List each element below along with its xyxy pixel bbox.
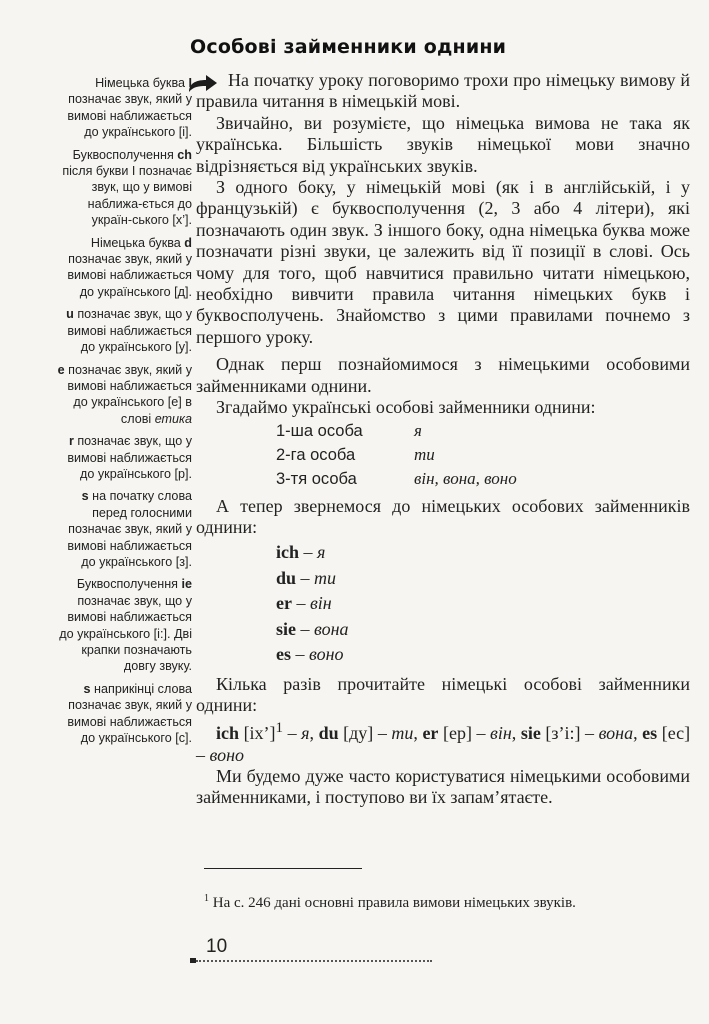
paragraph-closing: Ми будемо дуже часто користуватися німецькими особовими займенниками, і поступово ви їх запам’ятаєте. — [196, 765, 690, 808]
footnote-ref: 1 — [275, 719, 284, 736]
sidebar-note — [56, 147, 192, 229]
dash: – — [476, 722, 486, 743]
note-letter: u — [66, 307, 74, 322]
person-label: 1-ша особа — [276, 421, 363, 440]
german-word: ich — [276, 542, 300, 563]
note-text: після букви I позначає звук, що у вимові наближа-ється до україн-ського [х’]. — [62, 164, 192, 228]
german-pronoun-item — [276, 540, 690, 566]
dash: – — [296, 593, 306, 614]
pron-ich: ich — [216, 722, 240, 743]
pron-er-uk: він — [490, 722, 512, 743]
footnote-divider — [204, 868, 362, 869]
note-text: позначає звук, який у вимові наближається до українського [і]. — [67, 92, 192, 140]
main-text — [196, 70, 690, 808]
pron-es-uk: воно — [209, 744, 245, 765]
paragraph-pronunciation: Звичайно, ви розумієте, що німецька вимова не така як українська. Більшість звуків німецької мови значно відрізняється від українських звуків. — [196, 112, 690, 176]
comma: , — [633, 722, 638, 743]
pronoun-value: він, вона, воно — [414, 468, 517, 488]
note-prefix: Буквосполучення — [76, 577, 182, 592]
note-letter: ie — [181, 577, 192, 592]
ukrainian-translation: воно — [309, 644, 344, 665]
sidebar-note — [56, 681, 192, 747]
sidebar-note — [56, 576, 192, 674]
note-letter: r — [68, 434, 74, 449]
dash: – — [377, 722, 387, 743]
note-prefix: Німецька буква — [95, 76, 189, 90]
page-number: 10 — [206, 936, 228, 957]
note-text: позначає звук, який у вимові наближається до українського [е] в слові — [64, 362, 192, 426]
note-text: позначає звук, що у вимові наближається до українського [і:]. Дві крапки позначають довгу звуку. — [59, 593, 192, 674]
dash: – — [300, 618, 310, 639]
pron-du-transcription: [ду] — [343, 722, 374, 743]
pronunciation-line — [196, 717, 690, 766]
note-text: позначає звук, що у вимові наближається до українського [у]. — [67, 307, 192, 355]
footnote-mark: 1 — [204, 893, 209, 904]
pron-sie-transcription: [з’і:] — [545, 722, 581, 743]
page-footer-dotted-line — [196, 960, 432, 962]
note-letter: I — [188, 76, 192, 90]
german-word: du — [276, 567, 297, 588]
dash: – — [287, 722, 297, 743]
dash: – — [295, 644, 305, 665]
footnote-text: На с. 246 дані основні правила вимови німецьких звуків. — [212, 895, 576, 911]
pron-er-transcription: [ер] — [442, 722, 472, 743]
ukrainian-pronoun-row — [276, 445, 517, 469]
german-word: sie — [276, 618, 296, 639]
sidebar-note — [56, 488, 192, 570]
paragraph-ukrainian-intro: Згадаймо українські особові займенники однини: — [216, 397, 596, 418]
ukrainian-pronoun-table — [276, 421, 517, 493]
note-prefix: Німецька буква — [90, 235, 185, 250]
german-pronoun-item — [276, 566, 690, 592]
comma: , — [309, 722, 315, 743]
pron-es: es — [642, 722, 658, 743]
german-pronoun-item — [276, 617, 690, 643]
german-pronoun-item — [276, 642, 690, 668]
sidebar-note — [56, 433, 192, 482]
note-text: наприкінці слова позначає звук, який у вимові наближається до українського [с]. — [67, 681, 192, 746]
ukrainian-pronoun-row — [276, 469, 517, 493]
pron-es-transcription: [ес] — [661, 722, 691, 743]
german-word: er — [276, 593, 292, 614]
note-text: позначає звук, який у вимові наближається до українського [д]. — [67, 252, 192, 299]
ukrainian-pronoun-row — [276, 421, 517, 445]
pron-ich-transcription: [іх’] — [243, 722, 276, 743]
dash: – — [196, 744, 205, 765]
sidebar-note — [56, 75, 192, 141]
note-letter: d — [184, 235, 192, 250]
sidebar-note — [56, 235, 192, 301]
footnote — [204, 893, 704, 912]
dash: – — [585, 722, 595, 743]
paragraph-intro: На початку уроку поговоримо трохи про німецьку вимову й правила читання в німецькій мові. — [196, 70, 690, 112]
note-prefix: Буквосполучення — [72, 147, 178, 162]
pron-du-uk: ти — [391, 722, 414, 743]
pronoun-value: я — [414, 420, 422, 440]
paragraph-read-aloud: Кілька разів прочитайте німецькі особові займенники однини: — [196, 673, 690, 716]
note-letter: s — [83, 681, 91, 696]
german-pronoun-list — [276, 540, 690, 668]
ukrainian-translation: ти — [314, 567, 337, 588]
note-letter: ch — [177, 147, 192, 162]
pron-ich-uk: я — [301, 722, 310, 743]
comma: , — [413, 722, 418, 743]
dash: – — [300, 567, 310, 588]
pronoun-value: ти — [414, 444, 435, 464]
note-letter: e — [57, 362, 65, 377]
person-label: 3-тя особа — [276, 469, 357, 488]
sidebar-note — [56, 362, 192, 428]
pron-sie-uk: вона — [598, 722, 634, 743]
paragraph-letter-combinations: З одного боку, у німецькій мові (як і в англійській, і у французькій) є буквосполучення (2, 3 або 4 літери), які позначають один звук. З іншого боку, одна німецька буква може позначати різні звуки, це залежить від її позиції в слові. Ось чому для того, щоб навчитися правильно читати німецькою, необхідно вивчити правила читання німецьких букв і буквосполучень. Знайомство з цими правилами почнемо з першого уроку. — [196, 177, 690, 347]
paragraph-transition: Однак перш познайомимося з німецькими особовими займенниками однини. — [196, 354, 690, 396]
german-pronoun-item — [276, 591, 690, 617]
paragraph-german-intro: А тепер звернемося до німецьких особових займенників однини: — [196, 495, 690, 537]
ukrainian-translation: вона — [314, 618, 349, 639]
ukrainian-translation: він — [309, 593, 332, 614]
sidebar-notes — [56, 75, 192, 752]
page-title: Особові займенники однини — [190, 36, 507, 58]
note-letter: s — [81, 489, 89, 504]
german-word: es — [276, 644, 291, 665]
dash: – — [303, 542, 313, 563]
pron-du: du — [318, 722, 339, 743]
pron-sie: sie — [520, 722, 541, 743]
pron-er: er — [422, 722, 439, 743]
note-text: позначає звук, що у вимові наближається до українського [р]. — [67, 434, 192, 481]
ukrainian-translation: я — [317, 542, 326, 563]
sidebar-note — [56, 306, 192, 355]
note-text: на початку слова перед голосними позначає звук, який у вимові наближається до українського [з]. — [67, 489, 192, 569]
comma: , — [511, 722, 517, 743]
note-example-word: етика — [154, 411, 192, 426]
person-label: 2-га особа — [276, 445, 356, 464]
